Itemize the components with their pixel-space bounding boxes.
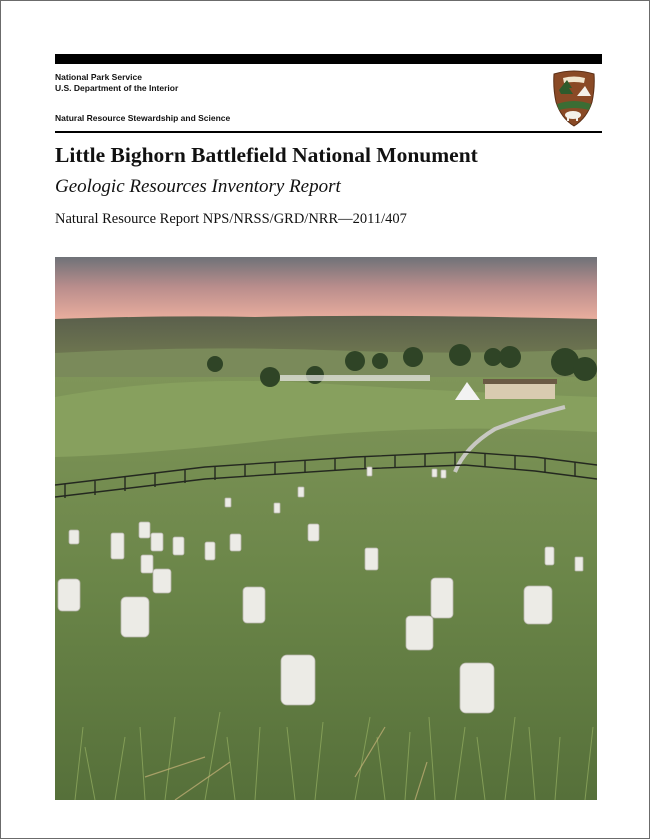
sky bbox=[55, 257, 597, 323]
visitor-center bbox=[485, 383, 555, 399]
report-number: Natural Resource Report NPS/NRSS/GRD/NRR—2011/407 bbox=[55, 211, 407, 227]
report-title: Little Bighorn Battlefield National Monument bbox=[55, 143, 478, 167]
department-name: U.S. Department of the Interior bbox=[55, 83, 179, 93]
program-name: Natural Resource Stewardship and Science bbox=[55, 113, 231, 123]
report-subtitle: Geologic Resources Inventory Report bbox=[55, 176, 341, 197]
header-rule bbox=[55, 131, 602, 133]
distant-cemetery bbox=[280, 375, 430, 381]
header-bar bbox=[55, 54, 602, 64]
agency-block bbox=[55, 72, 178, 94]
nps-arrowhead-icon bbox=[551, 68, 597, 128]
agency-name: National Park Service bbox=[55, 72, 142, 82]
cover-photograph-icon bbox=[55, 257, 597, 800]
